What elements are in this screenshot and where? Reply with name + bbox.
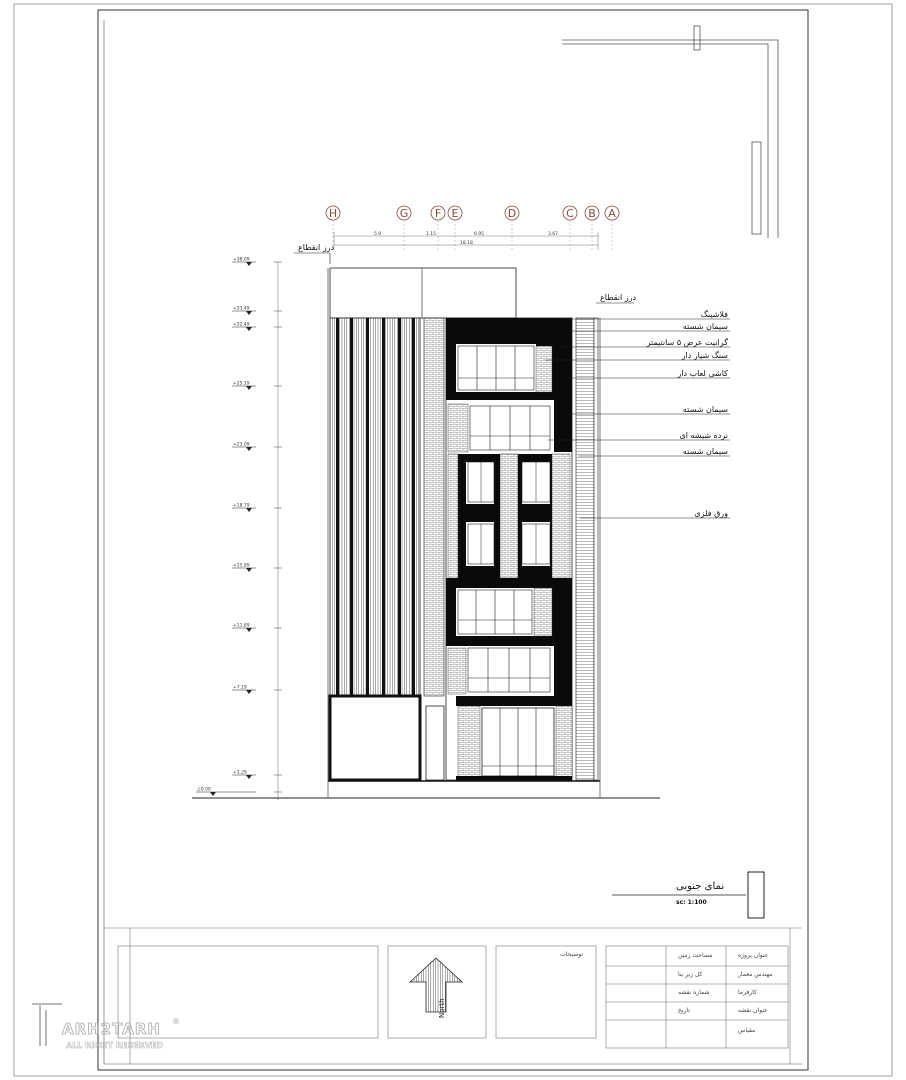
level-mark-label: ±0.00	[197, 787, 211, 793]
grid-axis-label: C	[566, 207, 574, 220]
ground-plinth	[456, 776, 572, 781]
material-annotation-label: گرانیت عرض ۵ سانتیمتر	[646, 338, 728, 347]
dimension-segment-3: 6.95	[474, 232, 485, 237]
watermark-logo	[32, 1004, 62, 1046]
dimension-total: 18.18	[460, 241, 473, 246]
level-mark	[232, 257, 282, 267]
grid-axis-label: E	[451, 207, 459, 220]
level-mark	[232, 442, 282, 452]
brick-pier-left	[424, 318, 444, 696]
dimension-segment-2: 1.15	[426, 232, 437, 237]
level-marks	[196, 257, 282, 797]
level-mark-label: +23.09	[233, 442, 250, 448]
brick-band-left-middle	[448, 454, 458, 578]
level-mark	[232, 381, 282, 391]
material-annotation-label: سیمان شسته	[682, 405, 728, 414]
title-left-1: مساحت زمین	[678, 952, 713, 959]
title-right-3: کارفرما	[738, 989, 757, 996]
material-annotation	[580, 509, 730, 518]
material-annotation-label: سیمان شسته	[682, 447, 728, 456]
brick-ground-left	[458, 706, 480, 780]
north-label: North	[438, 998, 446, 1018]
level-mark-label: +32.49	[233, 322, 250, 328]
brick-panel-floor1	[448, 648, 466, 694]
title-left-3: شماره نقشه	[678, 989, 710, 996]
material-annotation	[560, 309, 730, 319]
dark-frame-ground	[456, 696, 572, 706]
level-mark-label: +11.89	[233, 623, 250, 629]
louver-panel	[330, 318, 420, 696]
level-mark-label: +15.89	[233, 563, 250, 569]
brick-ground-right	[556, 706, 572, 780]
dimension-segment-1: 5.9	[374, 232, 382, 237]
tile-band-middle	[500, 454, 518, 578]
watermark-mark: ®	[172, 1017, 180, 1026]
level-mark-label: +25.19	[233, 381, 250, 387]
stair-tower-outline	[330, 268, 516, 318]
edge-strip-right	[594, 318, 598, 780]
notes-header: توضیحات	[560, 951, 584, 958]
level-mark-label: +38.09	[233, 257, 250, 263]
entrance-door-left	[426, 706, 444, 780]
scale-label: sc: 1:100	[676, 899, 707, 906]
title-left-4: تاریخ	[678, 1007, 690, 1014]
expansion-joint-label-left: درز انقطاع	[298, 243, 335, 252]
grid-axis-a	[605, 206, 619, 252]
grid-axis-label: B	[588, 207, 596, 220]
level-mark	[232, 503, 282, 513]
level-mark	[232, 306, 282, 316]
level-mark	[232, 322, 282, 332]
material-annotation-label: کاشی لعاب دار	[677, 369, 728, 378]
brick-band-right-middle	[552, 454, 570, 578]
level-mark	[232, 623, 282, 633]
level-mark	[196, 787, 282, 797]
material-annotation-label: سیمان شسته	[682, 322, 728, 331]
title-right-2: مهندس معمار	[738, 971, 773, 978]
level-mark-label: +7.19	[233, 685, 247, 691]
level-mark-label: +33.49	[233, 306, 250, 312]
grid-axis-label: F	[434, 207, 442, 220]
title-block	[104, 928, 802, 1064]
level-mark	[232, 770, 282, 780]
brick-panel-floor4	[448, 404, 468, 452]
title-left-2: کل زیر بنا	[678, 971, 703, 978]
grid-axis-label: A	[608, 207, 616, 220]
building-elevation	[328, 268, 600, 798]
grid-axis-label: G	[399, 207, 409, 220]
grid-axis-label: H	[328, 207, 338, 220]
level-mark	[232, 685, 282, 695]
grid-axis-label: D	[507, 207, 517, 220]
stone-panel-floor2	[534, 588, 552, 636]
brick-pier-right	[576, 318, 594, 780]
title-right-4: عنوان نقشه	[738, 1007, 768, 1014]
sheet-title: نمای جنوبی	[676, 881, 725, 892]
material-annotation	[545, 350, 730, 360]
material-annotation-label: نرده شیشه ای	[679, 431, 728, 440]
level-mark-label: +18.79	[233, 503, 250, 509]
level-mark-label: +1.29	[233, 770, 247, 776]
material-annotation	[548, 431, 730, 440]
watermark-brand: ARH2TARH	[62, 1020, 161, 1038]
ground-opening-left	[330, 696, 420, 780]
material-annotation-label: ورق فلزی	[694, 509, 728, 518]
watermark-tagline: ALL RIGHT RESERVED	[66, 1041, 164, 1050]
stone-panel-top	[536, 346, 552, 392]
title-right-5: مقیاس	[738, 1027, 756, 1034]
material-annotation-label: فلاشینگ	[700, 310, 728, 319]
level-mark	[232, 563, 282, 573]
expansion-joint-label-right: درز انقطاع	[600, 293, 637, 302]
title-right-1: عنوان پروژه	[738, 952, 769, 959]
material-annotations	[545, 309, 730, 518]
dimension-segment-4: 3.67	[548, 232, 559, 237]
material-annotation	[578, 447, 730, 456]
north-arrow-icon	[410, 958, 462, 1012]
material-annotation-label: سنگ شیار دار	[681, 351, 728, 360]
sheet-title-box	[748, 872, 764, 918]
